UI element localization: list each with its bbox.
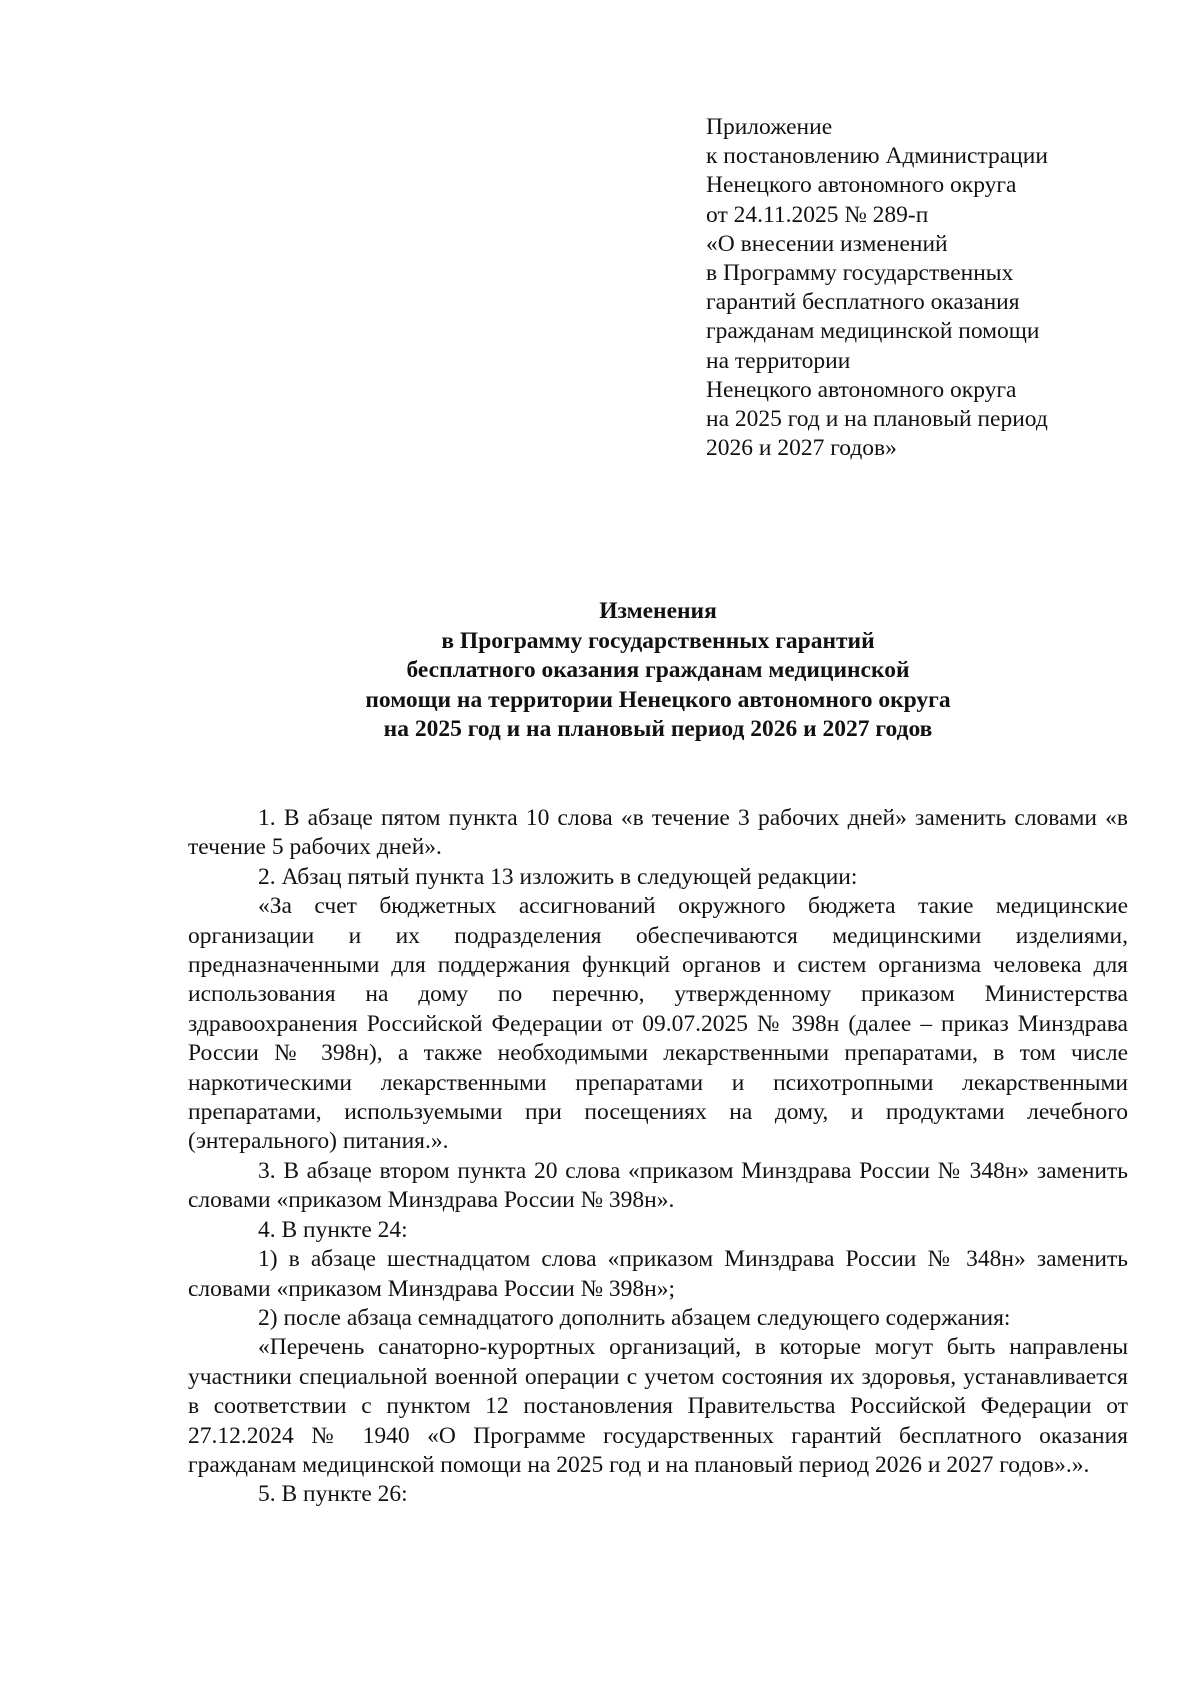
appendix-line: гражданам медицинской помощи [706,318,1040,345]
appendix-line: к постановлению Администрации [706,143,1048,170]
appendix-line: на 2025 год и на плановый период [706,406,1048,433]
appendix-line: 2026 и 2027 годов» [706,435,897,462]
appendix-line: Ненецкого автономного округа [706,376,1017,403]
body-paragraph: 2. Абзац пятый пункта 13 изложить в следующей редакции: [258,863,858,890]
body-paragraph: «За счет бюджетных ассигнований окружного бюджета такие медицинские организации и их подразделения обеспечиваются медицинскими изделиями, предназначенными для поддержания функций органов и систем организма человека для использования на дому по перечню, утвержденному приказом Министерства здравоохранения Российской Федерации от 09.07.2025 № 398н (далее – приказ Минздрава России № 398н), а также необходимыми лекарственными препаратами, в том числе наркотическими лекарственными препаратами и психотропными лекарственными препаратами, используемыми при посещениях на дому, и продуктами лечебного (энтерального) питания.». [188,893,1128,1155]
appendix-line: Приложение [706,114,833,140]
appendix-line: «О внесении изменений [706,230,948,257]
title-line: на 2025 год и на плановый период 2026 и 2027 годов [383,716,933,742]
appendix-line: Ненецкого автономного округа [706,172,1017,199]
body-paragraph: 2) после абзаца семнадцатого дополнить абзацем следующего содержания: [258,1304,1011,1331]
body-paragraph: «Перечень санаторно-курортных организаций, в которые могут быть направлены участники специальной военной операции с учетом состояния их здоровья, устанавливается в соответствии с пунктом 12 постановления Правительства Российской Федерации от 27.12.2024 № 1940 «О Программе государственных гарантий бесплатного оказания гражданам медицинской помощи на 2025 год и на плановый период 2026 и 2027 годов».». [188,1334,1128,1478]
appendix-line: от 24.11.2025 № 289-п [706,201,929,228]
appendix-header [706,113,1126,463]
body-paragraph: 4. В пункте 24: [258,1216,408,1243]
body-paragraph: 1. В абзаце пятом пункта 10 слова «в течение 3 рабочих дней» заменить словами «в течение 5 рабочих дней». [188,805,1128,861]
title-line: в Программу государственных гарантий [441,627,875,654]
appendix-line: гарантий бесплатного оказания [706,289,1020,316]
appendix-line: в Программу государственных [706,260,1014,287]
body-paragraph: 5. В пункте 26: [258,1481,408,1508]
document-body [188,804,1128,1510]
body-paragraph: 3. В абзаце втором пункта 20 слова «приказом Минздрава России № 348н» заменить словами «приказом Минздрава России № 398н». [188,1157,1128,1214]
body-paragraph: 1) в абзаце шестнадцатом слова «приказом Минздрава России № 348н» заменить словами «приказом Минздрава России № 398н»; [188,1246,1128,1302]
title-line: бесплатного оказания гражданам медицинской [406,657,910,683]
title-line: помощи на территории Ненецкого автономного округа [365,686,951,713]
title-line: Изменения [599,598,717,624]
document-title [186,597,1130,745]
appendix-line: на территории [706,347,851,374]
